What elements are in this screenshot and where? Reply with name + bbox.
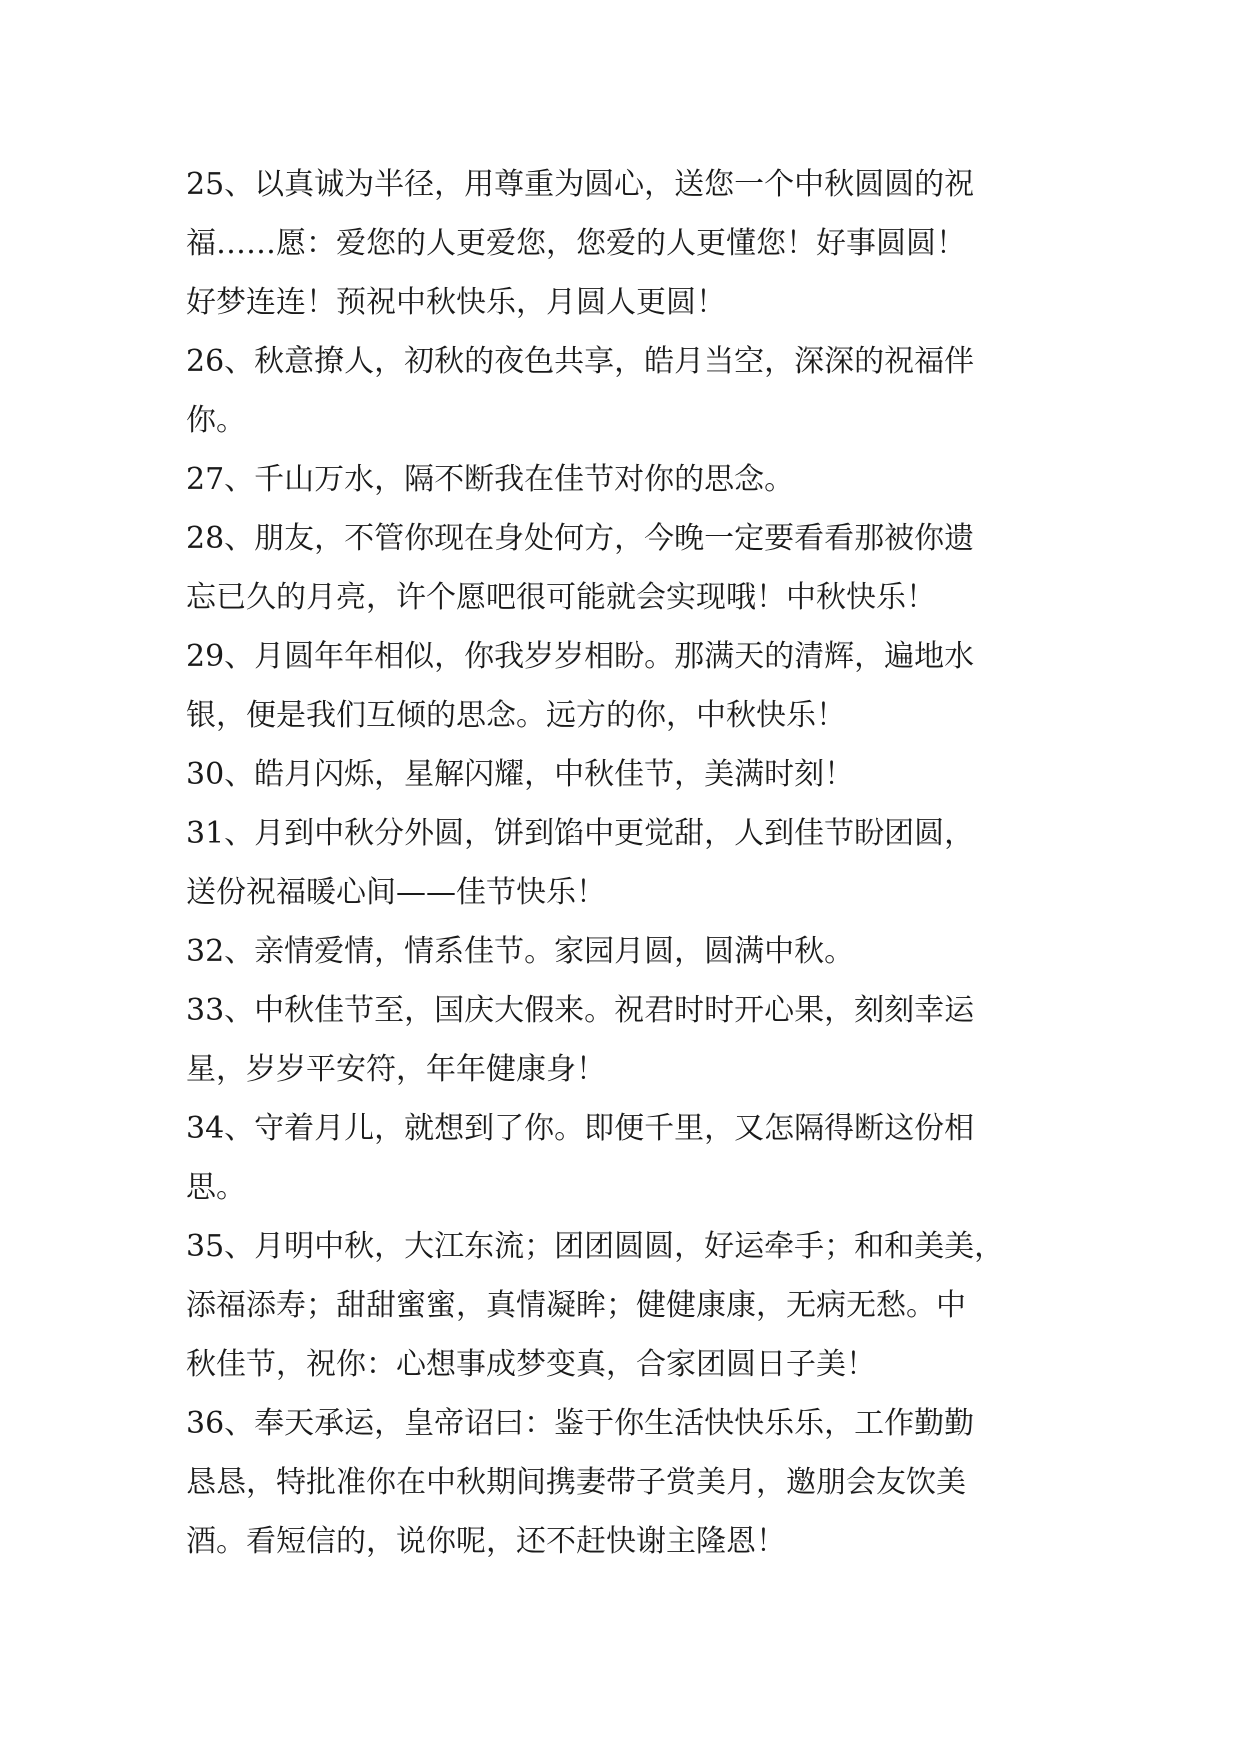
text-line: 添福添寿；甜甜蜜蜜，真情凝眸；健健康康，无病无愁。中 [186,1288,966,1323]
text-line: 秋佳节，祝你：心想事成梦变真，合家团圆日子美！ [186,1347,876,1382]
text-line: 25、以真诚为半径，用尊重为圆心，送您一个中秋圆圆的祝 [186,167,975,202]
text-line: 福……愿：爱您的人更爱您，您爱的人更懂您！好事圆圆！ [186,226,966,261]
text-line: 35、月明中秋，大江东流；团团圆圆，好运牵手；和和美美， [186,1229,1005,1264]
text-line: 送份祝福暖心间——佳节快乐！ [186,875,606,910]
text-line: 星，岁岁平安符，年年健康身！ [186,1052,606,1087]
text-line: 好梦连连！预祝中秋快乐，月圆人更圆！ [186,285,726,320]
text-line: 酒。看短信的，说你呢，还不赶快谢主隆恩！ [186,1524,786,1559]
text-line: 36、奉天承运，皇帝诏曰：鉴于你生活快快乐乐，工作勤勤 [186,1406,975,1441]
text-line: 你。 [186,403,246,438]
text-line: 恳恳，特批准你在中秋期间携妻带子赏美月，邀朋会友饮美 [186,1465,966,1500]
text-line: 32、亲情爱情，情系佳节。家园月圆，圆满中秋。 [186,934,855,969]
text-line: 34、守着月儿，就想到了你。即便千里，又怎隔得断这份相 [186,1111,975,1146]
text-line: 26、秋意撩人，初秋的夜色共享，皓月当空，深深的祝福伴 [186,344,975,379]
text-line: 思。 [186,1170,246,1205]
text-line: 28、朋友，不管你现在身处何方，今晚一定要看看那被你遗 [186,521,975,556]
text-line: 30、皓月闪烁，星解闪耀，中秋佳节，美满时刻！ [186,757,855,792]
text-line: 33、中秋佳节至，国庆大假来。祝君时时开心果，刻刻幸运 [186,993,975,1028]
text-line: 银，便是我们互倾的思念。远方的你，中秋快乐！ [186,698,846,733]
text-line: 29、月圆年年相似，你我岁岁相盼。那满天的清辉，遍地水 [186,639,975,674]
text-line: 27、千山万水，隔不断我在佳节对你的思念。 [186,462,795,497]
document-body [186,155,1066,1571]
text-line: 31、月到中秋分外圆，饼到馅中更觉甜，人到佳节盼团圆， [186,816,975,851]
text-line: 忘已久的月亮，许个愿吧很可能就会实现哦！中秋快乐！ [186,580,936,615]
